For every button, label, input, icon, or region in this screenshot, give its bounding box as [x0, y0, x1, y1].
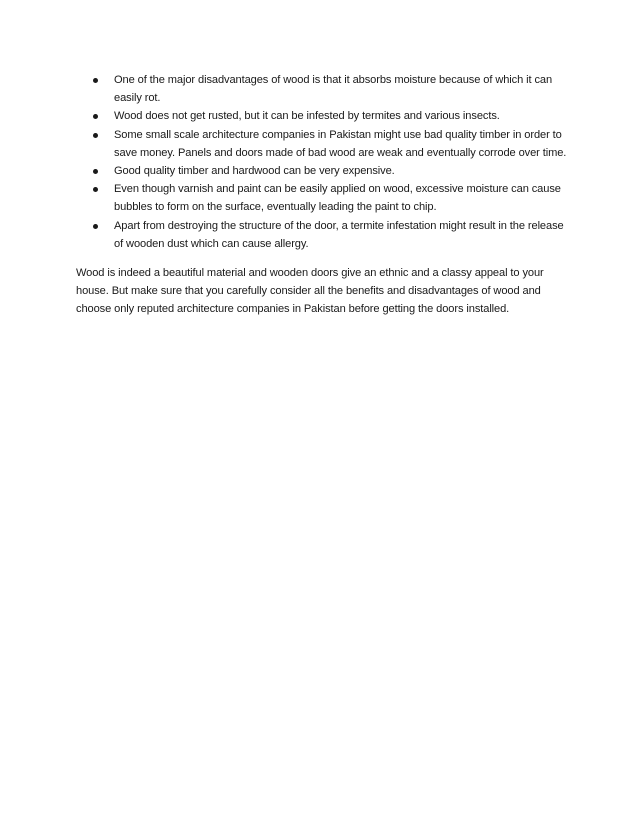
- list-item-text: Good quality timber and hardwood can be very expensive.: [114, 165, 395, 178]
- bullet-icon: [93, 224, 98, 229]
- list-item: [76, 162, 568, 180]
- list-item: [76, 107, 568, 125]
- list-item: [76, 217, 568, 253]
- document-body: [76, 71, 568, 319]
- disadvantages-list: [76, 71, 568, 253]
- list-item: [76, 180, 568, 216]
- bullet-icon: [93, 169, 98, 174]
- list-item-text: One of the major disadvantages of wood is that it absorbs moisture because of which it can easily rot.: [114, 74, 553, 105]
- list-item: [76, 71, 568, 107]
- list-item-text: Some small scale architecture companies in Pakistan might use bad quality timber in order to save money. Panels and doors made of bad wood are weak and eventually corrode over time.: [114, 128, 567, 159]
- list-item-text: Wood does not get rusted, but it can be infested by termites and various insects.: [114, 110, 500, 123]
- bullet-icon: [93, 187, 98, 192]
- list-item-text: Even though varnish and paint can be easily applied on wood, excessive moisture can cause bubbles to form on the surface, eventually leading the paint to chip.: [114, 183, 561, 214]
- bullet-icon: [93, 78, 98, 83]
- bullet-icon: [93, 114, 98, 119]
- list-item: [76, 126, 568, 162]
- closing-paragraph: Wood is indeed a beautiful material and wooden doors give an ethnic and a classy appeal to your house. But make sure that you carefully consider all the benefits and disadvantages of wood and choose only reputed architecture companies in Pakistan before getting the doors installed.: [76, 267, 544, 316]
- list-item-text: Apart from destroying the structure of the door, a termite infestation might result in the release of wooden dust which can cause allergy.: [114, 219, 564, 250]
- bullet-icon: [93, 133, 98, 138]
